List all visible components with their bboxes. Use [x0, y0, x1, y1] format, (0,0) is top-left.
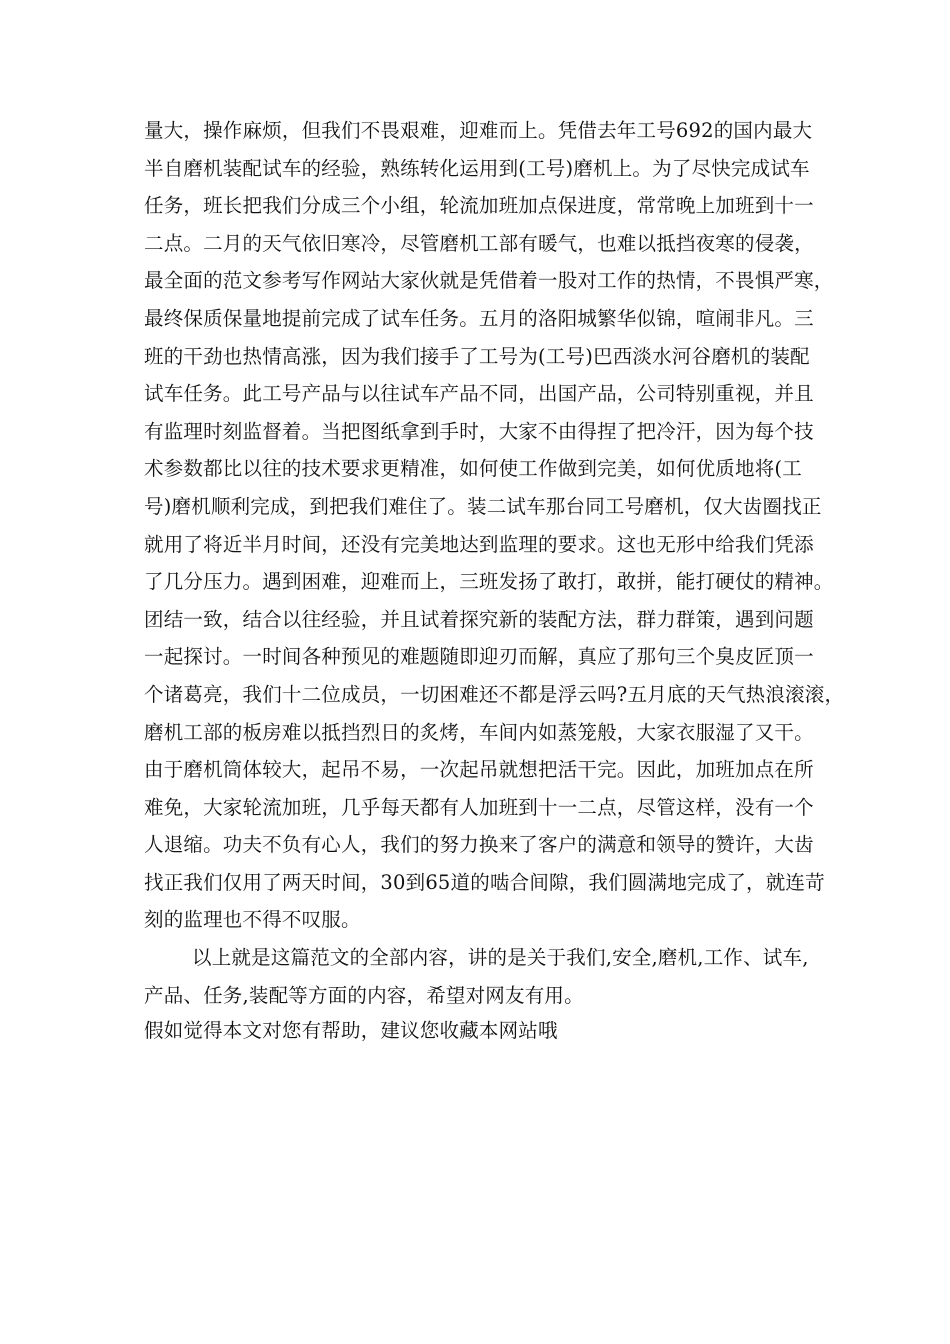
body-line: 找正我们仅用了两天时间，30到65道的啮合间隙，我们圆满地完成了，就连苛	[144, 870, 825, 894]
body-line: 人退缩。功夫不负有心人，我们的努力换来了客户的满意和领导的赞许，大齿	[144, 833, 814, 857]
closing-line: 假如觉得本文对您有帮助，建议您收藏本网站哦	[144, 1019, 558, 1043]
body-line: 磨机工部的板房难以抵挡烈日的炙烤，车间内如蒸笼般，大家衣服湿了又干。	[144, 720, 814, 744]
body-line: 量大，操作麻烦，但我们不畏艰难，迎难而上。凭借去年工号692的国内最大	[144, 119, 813, 142]
body-line: 由于磨机筒体较大，起吊不易，一次起吊就想把活干完。因此，加班加点在所	[144, 758, 814, 782]
body-line: 号)磨机顺利完成，到把我们难住了。装二试车那台同工号磨机，仅大齿圈找正	[144, 494, 822, 518]
body-line: 试车任务。此工号产品与以往试车产品不同，出国产品，公司特别重视，并且	[144, 382, 814, 406]
body-line: 就用了将近半月时间，还没有完美地达到监理的要求。这也无形中给我们凭添	[144, 532, 814, 556]
body-line: 最终保质保量地提前完成了试车任务。五月的洛阳城繁华似锦，喧闹非凡。三	[144, 306, 814, 330]
body-line: 难免，大家轮流加班，几乎每天都有人加班到十一二点，尽管这样，没有一个	[144, 795, 814, 819]
body-line: 任务，班长把我们分成三个小组，轮流加班加点保进度，常常晚上加班到十一	[144, 194, 814, 218]
body-line: 个诸葛亮，我们十二位成员，一切困难还不都是浮云吗?五月底的天气热浪滚滚，	[144, 682, 845, 706]
summary-line: 以上就是这篇范文的全部内容，讲的是关于我们,安全,磨机,工作、试车,	[192, 946, 809, 970]
body-line: 刻的监理也不得不叹服。	[144, 908, 361, 932]
body-line: 团结一致，结合以往经验，并且试着探究新的装配方法，群力群策，遇到问题	[144, 607, 814, 631]
body-line: 术参数都比以往的技术要求更精准，如何使工作做到完美，如何优质地将(工	[144, 457, 802, 481]
body-line: 二点。二月的天气依旧寒冷，尽管磨机工部有暖气，也难以抵挡夜寒的侵袭，	[144, 231, 814, 255]
summary-line: 产品、任务,装配等方面的内容，希望对网友有用。	[144, 983, 584, 1007]
body-line: 一起探讨。一时间各种预见的难题随即迎刃而解，真应了那句三个臭皮匠顶一	[144, 645, 814, 669]
body-line: 有监理时刻监督着。当把图纸拿到手时，大家不由得捏了把冷汗，因为每个技	[144, 419, 814, 443]
body-line: 班的干劲也热情高涨，因为我们接手了工号为(工号)巴西淡水河谷磨机的装配	[144, 344, 810, 368]
body-line: 半自磨机装配试车的经验，熟练转化运用到(工号)磨机上。为了尽快完成试车	[144, 156, 810, 180]
body-line: 了几分压力。遇到困难，迎难而上，三班发扬了敢打，敢拼，能打硬仗的精神。	[144, 570, 834, 594]
article-text	[144, 112, 844, 1048]
body-line: 最全面的范文参考写作网站大家伙就是凭借着一股对工作的热情，不畏惧严寒，	[144, 269, 834, 293]
